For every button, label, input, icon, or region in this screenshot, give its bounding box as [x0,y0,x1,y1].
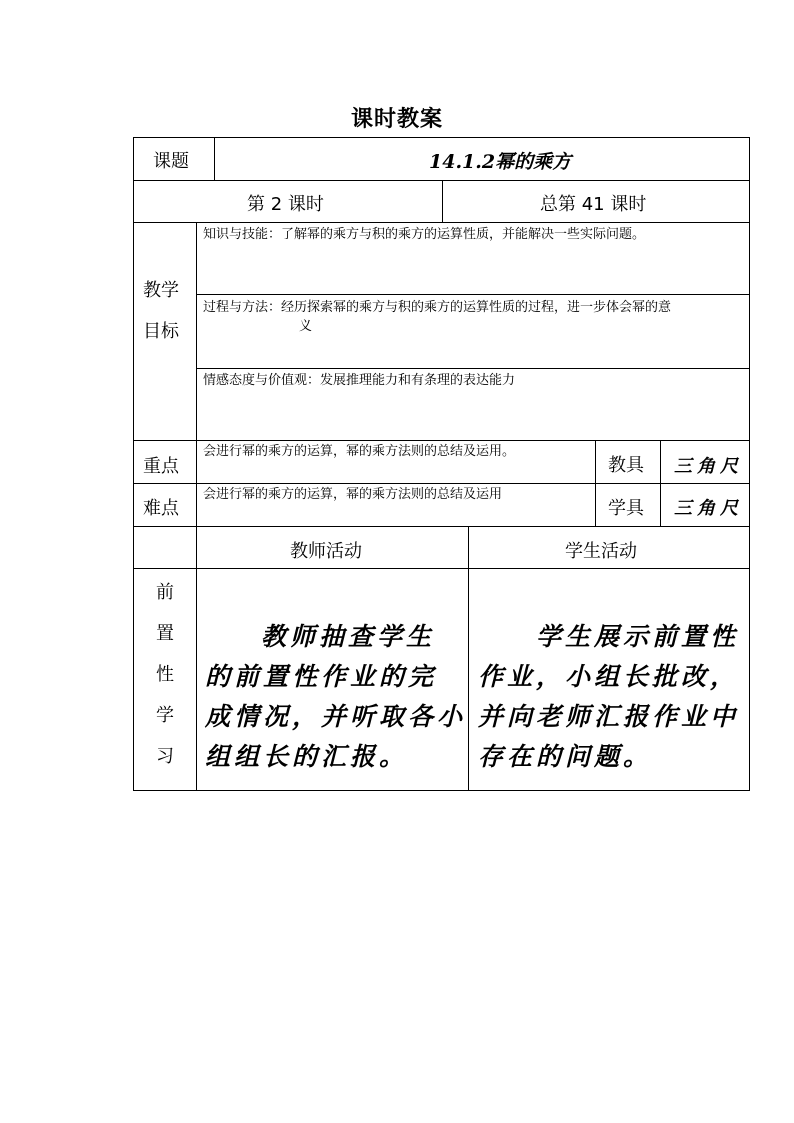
teaching-tool-label: 教具 [608,455,644,476]
student-activity-header: 学生活动 [565,541,637,562]
lesson-number: 第 2 课时 [247,194,324,215]
difficulty-text: 会进行幂的乘方的运算，幂的乘方法则的总结及运用 [203,487,503,502]
key-point-text: 会进行幂的乘方的运算，幂的乘方法则的总结及运用。 [203,444,516,459]
section-label-char: 前 [156,582,174,603]
difficulty-label: 难点 [143,498,179,519]
topic-label: 课题 [153,151,189,172]
student-activity-line: 并向老师汇报作业中 [478,702,740,731]
teacher-activity-header: 教师活动 [290,541,362,562]
teacher-activity-line: 教师抽查学生 [261,622,436,651]
teacher-activity-line: 组组长的汇报。 [205,742,409,771]
student-activity-line: 作业，小组长批改， [478,662,740,691]
section-label [134,572,196,777]
section-label-char: 学 [156,705,174,726]
topic-value: 14.1.2幂的乘方 [429,151,572,173]
teaching-tool-value: 三角尺 [674,456,743,477]
section-label-char: 习 [156,746,174,767]
lesson-plan-table [133,137,750,791]
total-lesson-number: 总第 41 课时 [540,194,647,215]
teacher-activity-line: 的前置性作业的完 [205,662,438,691]
teacher-activity-line: 成情况，并听取各小 [205,702,467,731]
objective-process-line1: 过程与方法：经历探索幂的乘方与积的乘方的运算性质的过程，进一步体会幂的意 [203,300,672,315]
section-label-char: 性 [156,664,174,685]
objectives-label-line2: 目标 [143,321,179,342]
objective-process-line2: 义 [299,319,313,334]
objectives-label-line1: 教学 [143,280,179,301]
objective-knowledge: 知识与技能：了解幂的乘方与积的乘方的运算性质，并能解决一些实际问题。 [203,227,646,242]
objective-emotion: 情感态度与价值观：发展推理能力和有条理的表达能力 [203,373,516,388]
learning-tool-value: 三角尺 [674,498,743,519]
key-point-label: 重点 [143,456,179,477]
student-activity-line: 存在的问题。 [478,742,653,771]
page-title: 课时教案 [350,107,443,132]
section-label-char: 置 [156,623,174,644]
student-activity-line: 学生展示前置性 [536,622,740,651]
teacher-activity-text [205,617,466,777]
student-activity-text [478,617,739,777]
learning-tool-label: 学具 [608,498,644,519]
